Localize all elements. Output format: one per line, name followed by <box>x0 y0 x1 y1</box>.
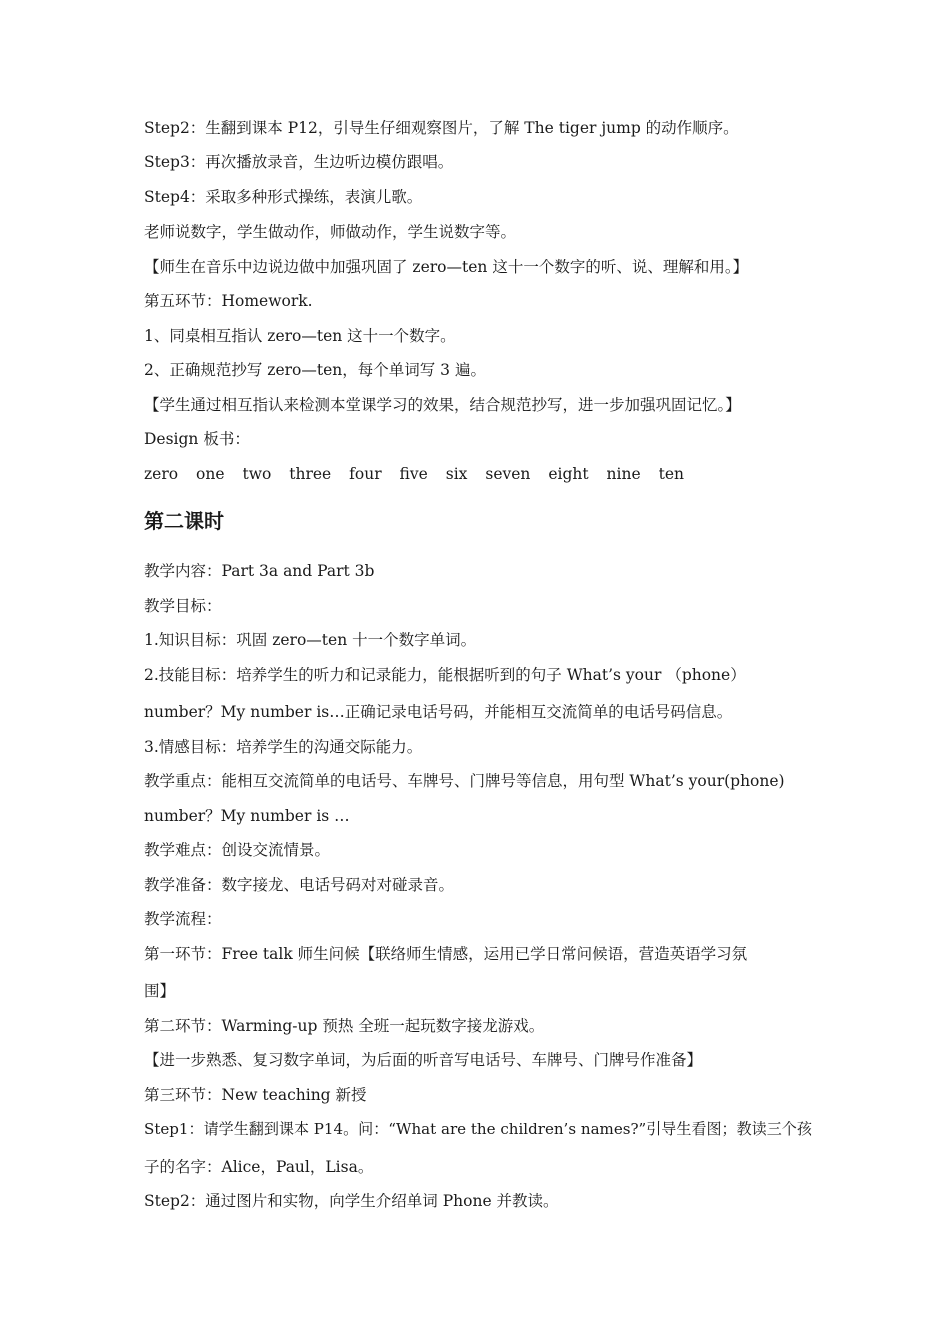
paragraph-line: number？My number is…正确记录电话号码，并能相互交流简单的电话号码信息。 <box>144 703 733 721</box>
paragraph-line: 3.情感目标：培养学生的沟通交际能力。 <box>144 738 423 756</box>
paragraph-line: Step2：生翻到课本 P12，引导生仔细观察图片，了解 The tiger jump 的动作顺序。 <box>144 119 739 137</box>
board-word: eight <box>548 465 589 483</box>
paragraph-line: Step4：采取多种形式操练，表演儿歌。 <box>144 188 423 206</box>
paragraph-line: Step1：请学生翻到课本 P14。问：“What are the children’s names?”引导生看图；教读三个孩 <box>144 1120 812 1138</box>
paragraph-line: 教学难点：创设交流情景。 <box>144 841 331 859</box>
board-word: two <box>242 465 272 483</box>
paragraph-line: 【进一步熟悉、复习数字单词，为后面的听音写电话号、车牌号、门牌号作准备】 <box>144 1051 703 1069</box>
board-word: six <box>445 465 468 483</box>
paragraph-line: 第一环节：Free talk 师生问候【联络师生情感，运用已学日常问候语，营造英语学习氛 <box>144 945 748 963</box>
paragraph-line: 老师说数字，学生做动作，师做动作，学生说数字等。 <box>144 223 517 241</box>
board-word: four <box>349 465 382 483</box>
paragraph-line: 【学生通过相互指认来检测本堂课学习的效果，结合规范抄写，进一步加强巩固记忆。】 <box>144 396 741 414</box>
board-word: one <box>196 465 225 483</box>
paragraph-line: 教学内容：Part 3a and Part 3b <box>144 562 375 580</box>
paragraph-line: 教学重点：能相互交流简单的电话号、车牌号、门牌号等信息，用句型 What’s your(phone) <box>144 772 785 790</box>
paragraph-line: 第三环节：New teaching 新授 <box>144 1086 367 1104</box>
paragraph-line: 子的名字：Alice，Paul，Lisa。 <box>144 1158 374 1176</box>
board-word: seven <box>485 465 531 483</box>
paragraph-line: Step2：通过图片和实物，向学生介绍单词 Phone 并教读。 <box>144 1192 559 1210</box>
paragraph-line: 教学准备：数字接龙、电话号码对对碰录音。 <box>144 876 455 894</box>
paragraph-line: 1、同桌相互指认 zero—ten 这十一个数字。 <box>144 327 456 345</box>
paragraph-line: 教学目标： <box>144 597 222 615</box>
paragraph-line: 第五环节：Homework. <box>144 292 313 310</box>
paragraph-line: Step3：再次播放录音，生边听边模仿跟唱。 <box>144 153 454 171</box>
paragraph-line: 2、正确规范抄写 zero—ten，每个单词写 3 遍。 <box>144 361 486 379</box>
paragraph-line: 2.技能目标：培养学生的听力和记录能力，能根据听到的句子 What’s your （phone） <box>144 666 746 684</box>
board-word: three <box>289 465 332 483</box>
paragraph-line: Design 板书： <box>144 430 250 448</box>
board-word: five <box>399 465 428 483</box>
paragraph-line: 教学流程： <box>144 910 222 928</box>
paragraph-line: 1.知识目标：巩固 zero—ten 十一个数字单词。 <box>144 631 477 649</box>
board-word: zero <box>144 465 179 483</box>
board-word: ten <box>658 465 684 483</box>
section-heading: 第二课时 <box>144 509 224 533</box>
board-word-list <box>144 464 684 484</box>
paragraph-line: 围】 <box>144 982 176 1000</box>
paragraph-line: 【师生在音乐中边说边做中加强巩固了 zero—ten 这十一个数字的听、说、理解和用。】 <box>144 258 749 276</box>
paragraph-line: number？My number is … <box>144 807 350 825</box>
paragraph-line: 第二环节：Warming-up 预热 全班一起玩数字接龙游戏。 <box>144 1017 545 1035</box>
board-word: nine <box>606 465 641 483</box>
